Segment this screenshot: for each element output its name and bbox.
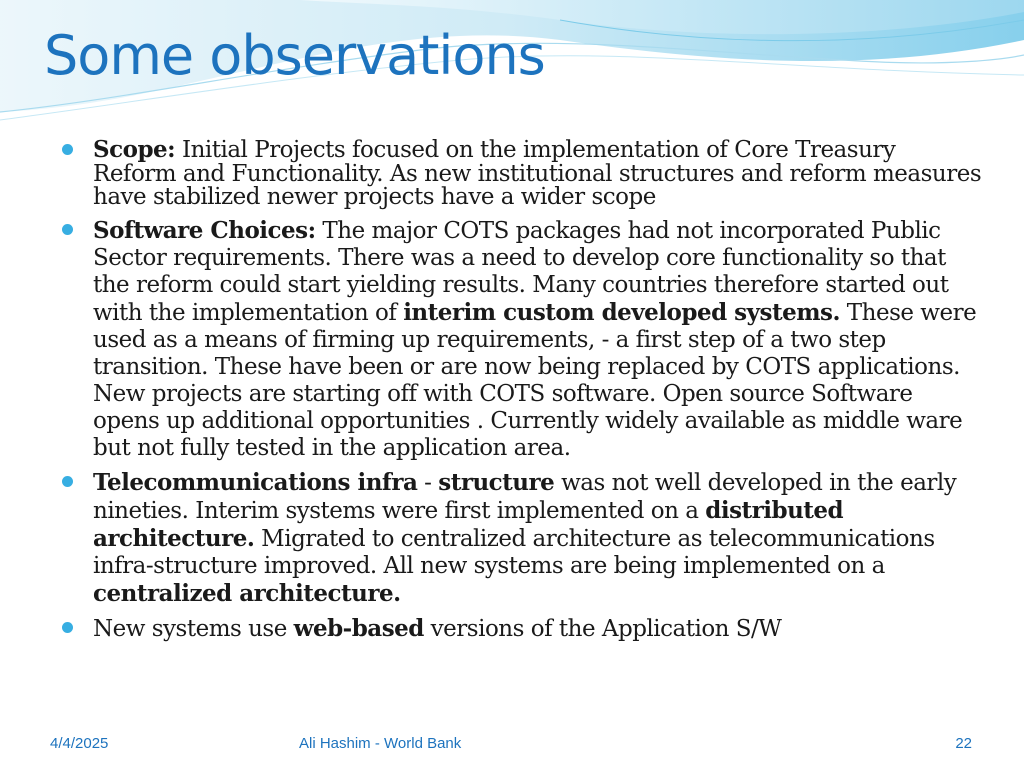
bullet-dot-icon bbox=[62, 622, 73, 633]
bullet-text: - bbox=[417, 469, 439, 496]
bullet-dot-icon bbox=[62, 224, 73, 235]
bullet-text: The major COTS packages had not incorporated Public Sector requirements. There was a need to develop core functionality so that the reform could start yielding results. Many countries therefore started out with the implementation of bbox=[93, 217, 949, 326]
slide-title: Some observations bbox=[44, 24, 545, 87]
bullet-text: versions of the Application S/W bbox=[423, 615, 782, 642]
bullet-text: Software Choices: bbox=[93, 216, 316, 244]
bullet-text: interim custom developed systems. bbox=[403, 298, 840, 326]
bullet-text: was not well developed in the early nineties. Interim systems were first implemented on a bbox=[93, 469, 957, 524]
bullet-text: New systems use bbox=[93, 615, 294, 642]
page-number: 22 bbox=[955, 735, 972, 752]
bullet-text: structure bbox=[438, 468, 555, 496]
bullet-text: Scope: bbox=[93, 136, 176, 163]
bullet-scope bbox=[62, 138, 982, 210]
bullet-text: Migrated to centralized architecture as telecommunications infra-structure improved. All new systems are being implemented on a bbox=[93, 525, 935, 579]
footer-date: 4/4/2025 bbox=[50, 735, 109, 752]
bullet-dot-icon bbox=[62, 144, 73, 155]
bullet-text: Telecommunications infra bbox=[93, 468, 418, 496]
bullet-text: centralized architecture. bbox=[93, 579, 401, 607]
footer-author: Ali Hashim - World Bank bbox=[299, 735, 462, 752]
bullet-telecommunications bbox=[62, 469, 982, 608]
bullet-software-choices bbox=[62, 217, 982, 462]
bullet-dot-icon bbox=[62, 476, 73, 487]
bullet-web-based bbox=[62, 615, 982, 643]
bullet-text: These were used as a means of firming up requirements, - a first step of a two step transition. These have been or are now being replaced by COTS applications. New projects are starting off with COTS software. Open source Software opens up additional opportunities . Currently widely available as middle ware but not fully tested in the application area. bbox=[93, 299, 977, 461]
bullet-text: distributed architecture. bbox=[93, 496, 844, 552]
bullet-list bbox=[62, 138, 982, 643]
bullet-text: Initial Projects focused on the implementation of Core Treasury Reform and Functionality. As new institutional structures and reform measures have stabilized newer projects have a wider scope bbox=[93, 137, 982, 210]
bullet-text: web-based bbox=[293, 614, 424, 642]
